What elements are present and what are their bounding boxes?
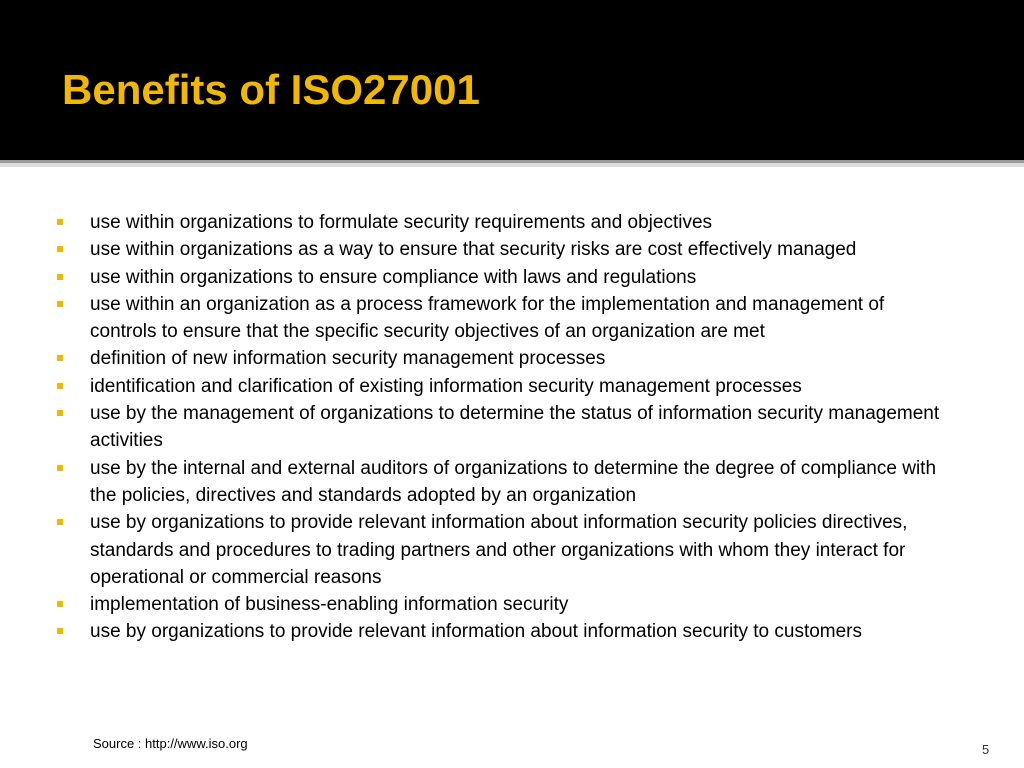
bullet-square-icon xyxy=(57,383,63,389)
bullet-square-icon xyxy=(57,601,63,607)
bullet-square-icon xyxy=(57,410,63,416)
bullet-text: use by the management of organizations to determine the status of information security management activities xyxy=(90,403,940,452)
bullet-square-icon xyxy=(57,246,63,252)
bullet-text: use by organizations to provide relevant information about information security to customers xyxy=(90,621,863,643)
source-citation: Source : http://www.iso.org xyxy=(93,736,248,751)
bullet-item xyxy=(50,236,950,263)
title-bar xyxy=(0,0,1024,160)
bullet-list xyxy=(50,209,950,646)
bullet-square-icon xyxy=(57,219,63,225)
bullet-item xyxy=(50,455,950,510)
bullet-text: use within organizations to ensure compliance with laws and regulations xyxy=(90,266,697,288)
bullet-text: definition of new information security management processes xyxy=(90,348,606,370)
bullet-item xyxy=(50,373,950,400)
bullet-item xyxy=(50,291,950,346)
bullet-text: use within organizations as a way to ensure that security risks are cost effectively managed xyxy=(90,239,857,261)
bullet-square-icon xyxy=(57,301,63,307)
bullet-item xyxy=(50,345,950,372)
bullet-text: use within organizations to formulate security requirements and objectives xyxy=(90,212,713,233)
slide-title: Benefits of ISO27001 xyxy=(62,66,480,113)
bullet-item xyxy=(50,209,950,236)
bullet-item xyxy=(50,618,950,645)
bullet-text: implementation of business-enabling information security xyxy=(90,594,569,616)
bullet-text: use by the internal and external auditors of organizations to determine the degree of compliance with the policies, directives and standards adopted by an organization xyxy=(90,457,937,506)
page-number: 5 xyxy=(982,742,990,757)
bullet-item xyxy=(50,264,950,291)
bullet-item xyxy=(50,591,950,618)
bullet-text: identification and clarification of existing information security management processes xyxy=(90,375,802,397)
header-divider-shadow xyxy=(0,163,1024,167)
bullet-text: use within an organization as a process framework for the implementation and management of controls to ensure that the specific security objectives of an organization are met xyxy=(90,293,885,343)
bullet-item xyxy=(50,400,950,455)
bullet-square-icon xyxy=(57,628,63,634)
bullet-square-icon xyxy=(57,274,63,280)
bullet-item xyxy=(50,509,950,591)
bullet-square-icon xyxy=(57,519,63,525)
bullet-square-icon xyxy=(57,355,63,361)
bullet-text: use by organizations to provide relevant information about information security policies directives, standards and procedures to trading partners and other organizations with whom they interact for operational or commercial reasons xyxy=(90,512,908,588)
bullet-square-icon xyxy=(57,465,63,471)
